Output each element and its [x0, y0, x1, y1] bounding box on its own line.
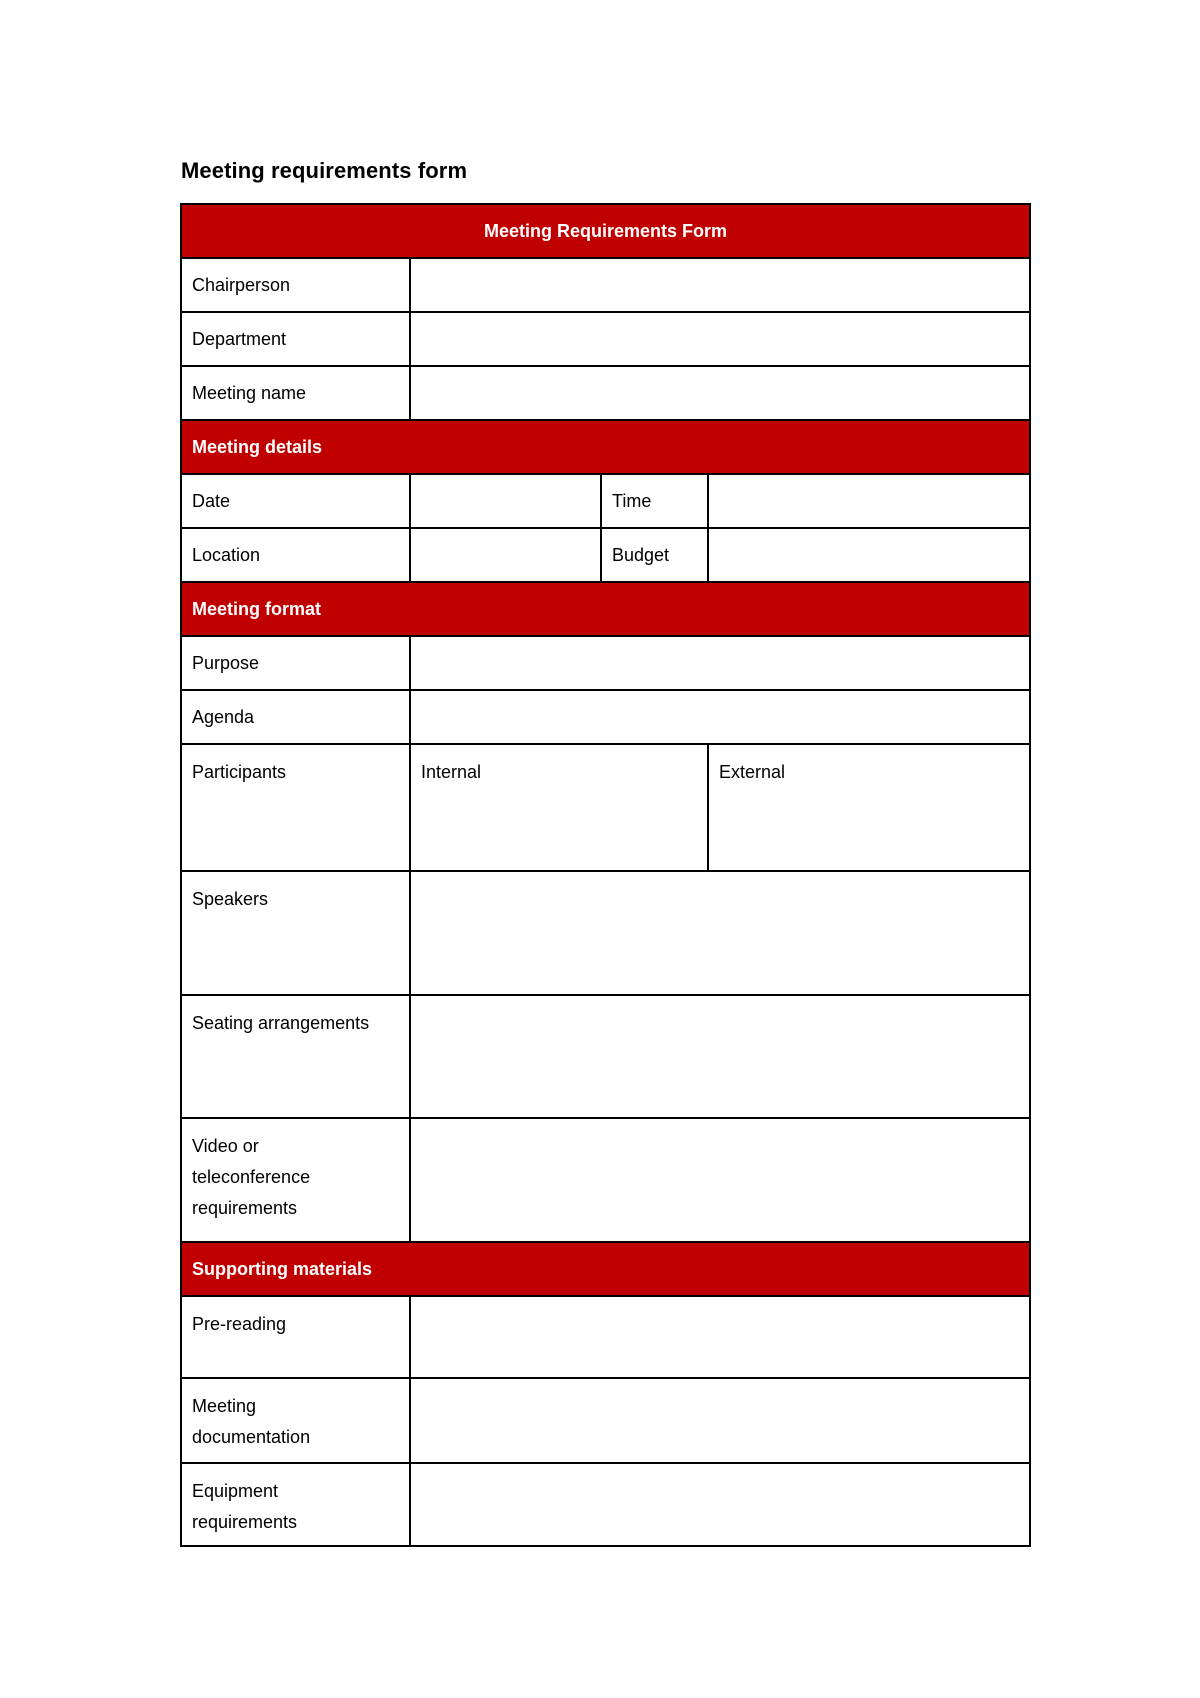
- time-label: Time: [601, 474, 708, 528]
- equipment-label-line1: Equipment: [192, 1481, 279, 1501]
- equipment-label: [181, 1463, 410, 1546]
- speakers-label: Speakers: [181, 871, 410, 995]
- documentation-label-line1: Meeting: [192, 1396, 257, 1416]
- participants-internal-field[interactable]: [410, 744, 708, 871]
- video-requirements-label: [181, 1118, 410, 1242]
- external-label: External: [719, 762, 786, 782]
- meeting-name-label: Meeting name: [181, 366, 410, 420]
- date-field[interactable]: [411, 475, 600, 527]
- form-header: Meeting Requirements Form: [181, 204, 1030, 258]
- video-label-line3: requirements: [192, 1198, 298, 1218]
- documentation-label: [181, 1378, 410, 1463]
- equipment-label-line2: requirements: [192, 1512, 298, 1532]
- meeting-requirements-table: [180, 203, 1031, 1547]
- supporting-materials-header: Supporting materials: [181, 1242, 1030, 1296]
- meeting-name-field[interactable]: [411, 367, 1029, 419]
- location-field[interactable]: [411, 529, 600, 581]
- internal-label: Internal: [421, 762, 482, 782]
- equipment-field[interactable]: [411, 1464, 1029, 1543]
- video-label-line2: teleconference: [192, 1167, 311, 1187]
- prereading-field[interactable]: [411, 1297, 1029, 1375]
- budget-label: Budget: [601, 528, 708, 582]
- page-title: Meeting requirements form: [181, 158, 468, 183]
- chairperson-label: Chairperson: [181, 258, 410, 312]
- purpose-label: Purpose: [181, 636, 410, 690]
- agenda-label: Agenda: [181, 690, 410, 744]
- department-label: Department: [181, 312, 410, 366]
- video-label-line1: Video or: [192, 1136, 259, 1156]
- department-field[interactable]: [411, 313, 1029, 365]
- participants-label: Participants: [181, 744, 410, 871]
- meeting-format-header: Meeting format: [181, 582, 1030, 636]
- prereading-label: Pre-reading: [181, 1296, 410, 1378]
- budget-field[interactable]: [709, 529, 1029, 581]
- documentation-field[interactable]: [411, 1379, 1029, 1460]
- meeting-details-header: Meeting details: [181, 420, 1030, 474]
- date-label: Date: [181, 474, 410, 528]
- speakers-field[interactable]: [411, 872, 1029, 992]
- agenda-field[interactable]: [411, 691, 1029, 743]
- location-label: Location: [181, 528, 410, 582]
- chairperson-field[interactable]: [411, 259, 1029, 311]
- purpose-field[interactable]: [411, 637, 1029, 689]
- seating-label: Seating arrangements: [181, 995, 410, 1118]
- documentation-label-line2: documentation: [192, 1427, 311, 1447]
- video-requirements-field[interactable]: [411, 1119, 1029, 1239]
- time-field[interactable]: [709, 475, 1029, 527]
- participants-external-field[interactable]: [708, 744, 1030, 871]
- seating-field[interactable]: [411, 996, 1029, 1116]
